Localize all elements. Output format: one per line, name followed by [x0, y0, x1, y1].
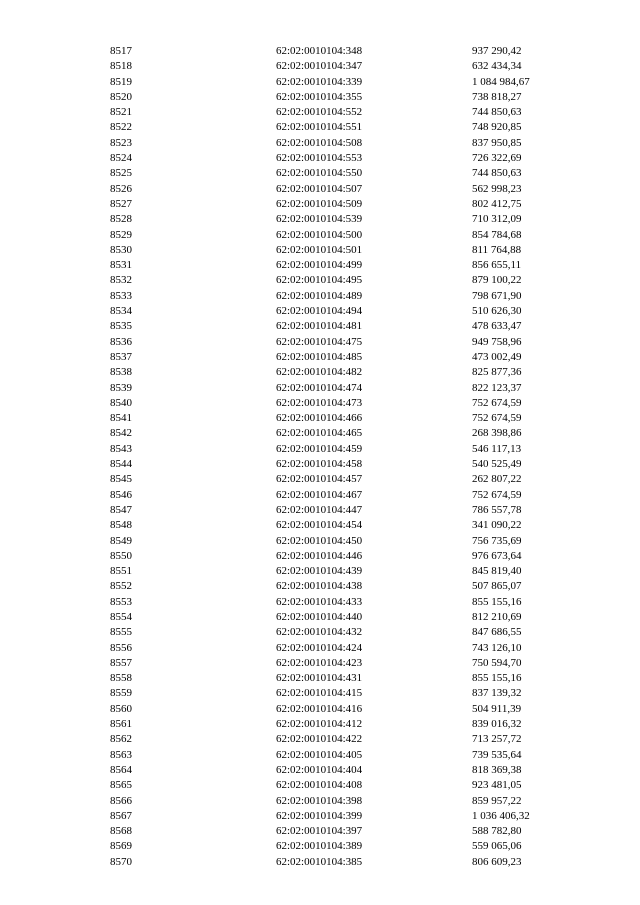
cadastral-value: 478 633,47	[472, 320, 522, 333]
cadastral-value: 750 594,70	[472, 656, 522, 669]
cadastral-value: 507 865,07	[472, 580, 522, 593]
table-row	[0, 702, 640, 717]
row-number: 8544	[110, 458, 132, 471]
table-row	[0, 686, 640, 701]
cadastral-number: 62:02:0010104:412	[276, 718, 363, 731]
table-row	[0, 44, 640, 59]
cadastral-number: 62:02:0010104:454	[276, 519, 363, 532]
cadastral-number: 62:02:0010104:404	[276, 763, 363, 776]
row-number: 8540	[110, 396, 132, 409]
cadastral-value: 837 139,32	[472, 687, 522, 700]
cadastral-number: 62:02:0010104:473	[276, 396, 363, 409]
row-number: 8517	[110, 45, 132, 57]
cadastral-number: 62:02:0010104:482	[276, 366, 363, 379]
table-row	[0, 212, 640, 227]
cadastral-value: 726 322,69	[472, 152, 522, 165]
table-row	[0, 59, 640, 74]
table-row	[0, 794, 640, 809]
cadastral-value: 976 673,64	[472, 549, 522, 562]
table-row	[0, 809, 640, 824]
row-number: 8529	[110, 228, 132, 241]
cadastral-value: 262 807,22	[472, 473, 522, 486]
cadastral-number: 62:02:0010104:466	[276, 412, 363, 425]
row-number: 8559	[110, 687, 132, 700]
table-row	[0, 534, 640, 549]
row-number: 8570	[110, 855, 132, 868]
table-row	[0, 564, 640, 579]
row-number: 8566	[110, 794, 132, 807]
table-row	[0, 75, 640, 90]
row-number: 8533	[110, 289, 132, 302]
cadastral-value: 752 674,59	[472, 488, 522, 501]
row-number: 8569	[110, 840, 132, 853]
cadastral-number: 62:02:0010104:447	[276, 503, 363, 516]
row-number: 8543	[110, 442, 132, 455]
cadastral-number: 62:02:0010104:424	[276, 641, 363, 654]
row-number: 8528	[110, 213, 132, 226]
table-row	[0, 289, 640, 304]
table-row	[0, 90, 640, 105]
cadastral-number: 62:02:0010104:467	[276, 488, 363, 501]
cadastral-number: 62:02:0010104:475	[276, 335, 363, 348]
cadastral-number: 62:02:0010104:495	[276, 274, 363, 287]
table-row	[0, 335, 640, 350]
table-row	[0, 105, 640, 120]
row-number: 8562	[110, 733, 132, 746]
cadastral-value: 802 412,75	[472, 197, 522, 210]
cadastral-value: 822 123,37	[472, 381, 522, 394]
cadastral-number: 62:02:0010104:439	[276, 565, 363, 578]
table-row	[0, 319, 640, 334]
table-row	[0, 411, 640, 426]
table-row	[0, 671, 640, 686]
cadastral-value: 818 369,38	[472, 763, 522, 776]
cadastral-value: 744 850,63	[472, 106, 522, 119]
cadastral-value: 845 819,40	[472, 565, 522, 578]
row-number: 8520	[110, 90, 132, 103]
row-number: 8523	[110, 136, 132, 149]
table-row	[0, 273, 640, 288]
table-row	[0, 166, 640, 181]
row-number: 8549	[110, 534, 132, 547]
table-row	[0, 365, 640, 380]
row-number: 8535	[110, 320, 132, 333]
table-row	[0, 488, 640, 503]
table-row	[0, 839, 640, 854]
row-number: 8553	[110, 595, 132, 608]
table-row	[0, 717, 640, 732]
cadastral-number: 62:02:0010104:389	[276, 840, 363, 853]
cadastral-value: 756 735,69	[472, 534, 522, 547]
row-number: 8537	[110, 350, 132, 363]
table-row	[0, 595, 640, 610]
cadastral-value: 923 481,05	[472, 779, 522, 792]
cadastral-number: 62:02:0010104:489	[276, 289, 363, 302]
row-number: 8561	[110, 718, 132, 731]
cadastral-value: 837 950,85	[472, 136, 522, 149]
cadastral-number: 62:02:0010104:551	[276, 121, 363, 134]
row-number: 8531	[110, 259, 132, 272]
row-number: 8556	[110, 641, 132, 654]
table-row	[0, 457, 640, 472]
row-number: 8530	[110, 243, 132, 256]
row-number: 8546	[110, 488, 132, 501]
cadastral-value: 806 609,23	[472, 855, 522, 868]
table-row	[0, 228, 640, 243]
row-number: 8563	[110, 748, 132, 761]
row-number: 8518	[110, 60, 132, 73]
cadastral-number: 62:02:0010104:500	[276, 228, 363, 241]
cadastral-number: 62:02:0010104:465	[276, 427, 363, 440]
row-number: 8568	[110, 825, 132, 838]
cadastral-value: 949 758,96	[472, 335, 522, 348]
table-row	[0, 732, 640, 747]
cadastral-value: 710 312,09	[472, 213, 522, 226]
table-row	[0, 656, 640, 671]
cadastral-value: 510 626,30	[472, 305, 522, 318]
cadastral-number: 62:02:0010104:485	[276, 350, 363, 363]
cadastral-number: 62:02:0010104:423	[276, 656, 363, 669]
table-row	[0, 136, 640, 151]
cadastral-number: 62:02:0010104:458	[276, 458, 363, 471]
cadastral-number: 62:02:0010104:507	[276, 182, 363, 195]
cadastral-value: 839 016,32	[472, 718, 522, 731]
cadastral-number: 62:02:0010104:398	[276, 794, 363, 807]
row-number: 8550	[110, 549, 132, 562]
cadastral-number: 62:02:0010104:422	[276, 733, 363, 746]
cadastral-value: 473 002,49	[472, 350, 522, 363]
cadastral-number: 62:02:0010104:499	[276, 259, 363, 272]
cadastral-number: 62:02:0010104:440	[276, 610, 363, 623]
cadastral-number: 62:02:0010104:431	[276, 672, 363, 685]
table-row	[0, 258, 640, 273]
cadastral-value: 752 674,59	[472, 396, 522, 409]
cadastral-value: 504 911,39	[472, 702, 522, 715]
table-row	[0, 182, 640, 197]
row-number: 8538	[110, 366, 132, 379]
cadastral-number: 62:02:0010104:494	[276, 305, 363, 318]
table-row	[0, 503, 640, 518]
row-number: 8532	[110, 274, 132, 287]
row-number: 8536	[110, 335, 132, 348]
row-number: 8519	[110, 75, 132, 88]
row-number: 8526	[110, 182, 132, 195]
table-row	[0, 549, 640, 564]
cadastral-number: 62:02:0010104:433	[276, 595, 363, 608]
table-row	[0, 855, 640, 870]
row-number: 8567	[110, 809, 132, 822]
table-row	[0, 120, 640, 135]
data-table	[0, 44, 640, 870]
cadastral-number: 62:02:0010104:459	[276, 442, 363, 455]
cadastral-value: 825 877,36	[472, 366, 522, 379]
cadastral-value: 268 398,86	[472, 427, 522, 440]
cadastral-value: 743 126,10	[472, 641, 522, 654]
cadastral-value: 562 998,23	[472, 182, 522, 195]
row-number: 8525	[110, 167, 132, 180]
cadastral-value: 786 557,78	[472, 503, 522, 516]
row-number: 8547	[110, 503, 132, 516]
row-number: 8527	[110, 197, 132, 210]
cadastral-value: 847 686,55	[472, 626, 522, 639]
cadastral-number: 62:02:0010104:474	[276, 381, 363, 394]
cadastral-value: 812 210,69	[472, 610, 522, 623]
table-row	[0, 426, 640, 441]
cadastral-number: 62:02:0010104:348	[276, 45, 363, 57]
cadastral-number: 62:02:0010104:408	[276, 779, 363, 792]
cadastral-number: 62:02:0010104:553	[276, 152, 363, 165]
cadastral-value: 855 155,16	[472, 595, 522, 608]
table-row	[0, 641, 640, 656]
table-row	[0, 472, 640, 487]
row-number: 8534	[110, 305, 132, 318]
cadastral-value: 588 782,80	[472, 825, 522, 838]
row-number: 8560	[110, 702, 132, 715]
row-number: 8539	[110, 381, 132, 394]
cadastral-number: 62:02:0010104:416	[276, 702, 363, 715]
cadastral-number: 62:02:0010104:339	[276, 75, 363, 88]
cadastral-number: 62:02:0010104:550	[276, 167, 363, 180]
table-row	[0, 151, 640, 166]
cadastral-value: 856 655,11	[472, 259, 522, 272]
cadastral-number: 62:02:0010104:457	[276, 473, 363, 486]
cadastral-number: 62:02:0010104:481	[276, 320, 363, 333]
row-number: 8551	[110, 565, 132, 578]
cadastral-value: 1 084 984,67	[472, 75, 530, 88]
row-number: 8557	[110, 656, 132, 669]
cadastral-value: 341 090,22	[472, 519, 522, 532]
cadastral-number: 62:02:0010104:450	[276, 534, 363, 547]
table-row	[0, 304, 640, 319]
cadastral-value: 632 434,34	[472, 60, 522, 73]
row-number: 8522	[110, 121, 132, 134]
row-number: 8542	[110, 427, 132, 440]
cadastral-number: 62:02:0010104:446	[276, 549, 363, 562]
table-row	[0, 610, 640, 625]
table-row	[0, 824, 640, 839]
cadastral-value: 854 784,68	[472, 228, 522, 241]
cadastral-value: 540 525,49	[472, 458, 522, 471]
table-row	[0, 350, 640, 365]
cadastral-value: 798 671,90	[472, 289, 522, 302]
table-row	[0, 197, 640, 212]
cadastral-number: 62:02:0010104:405	[276, 748, 363, 761]
cadastral-number: 62:02:0010104:415	[276, 687, 363, 700]
cadastral-number: 62:02:0010104:539	[276, 213, 363, 226]
row-number: 8524	[110, 152, 132, 165]
row-number: 8565	[110, 779, 132, 792]
table-row	[0, 396, 640, 411]
cadastral-value: 559 065,06	[472, 840, 522, 853]
table-row	[0, 518, 640, 533]
table-row	[0, 243, 640, 258]
row-number: 8555	[110, 626, 132, 639]
cadastral-value: 859 957,22	[472, 794, 522, 807]
cadastral-value: 738 818,27	[472, 90, 522, 103]
cadastral-number: 62:02:0010104:509	[276, 197, 363, 210]
row-number: 8548	[110, 519, 132, 532]
cadastral-value: 855 155,16	[472, 672, 522, 685]
cadastral-value: 744 850,63	[472, 167, 522, 180]
cadastral-value: 1 036 406,32	[472, 809, 530, 822]
table-row	[0, 579, 640, 594]
cadastral-number: 62:02:0010104:501	[276, 243, 363, 256]
table-row	[0, 442, 640, 457]
table-row	[0, 763, 640, 778]
cadastral-value: 811 764,88	[472, 243, 522, 256]
row-number: 8541	[110, 412, 132, 425]
table-row	[0, 381, 640, 396]
cadastral-value: 937 290,42	[472, 45, 522, 57]
cadastral-number: 62:02:0010104:347	[276, 60, 363, 73]
row-number: 8554	[110, 610, 132, 623]
cadastral-number: 62:02:0010104:355	[276, 90, 363, 103]
cadastral-value: 748 920,85	[472, 121, 522, 134]
cadastral-number: 62:02:0010104:399	[276, 809, 363, 822]
table-row	[0, 625, 640, 640]
cadastral-value: 879 100,22	[472, 274, 522, 287]
cadastral-value: 752 674,59	[472, 412, 522, 425]
cadastral-number: 62:02:0010104:397	[276, 825, 363, 838]
table-row	[0, 778, 640, 793]
cadastral-value: 713 257,72	[472, 733, 522, 746]
cadastral-number: 62:02:0010104:432	[276, 626, 363, 639]
table-row	[0, 748, 640, 763]
row-number: 8564	[110, 763, 132, 776]
cadastral-value: 739 535,64	[472, 748, 522, 761]
cadastral-number: 62:02:0010104:438	[276, 580, 363, 593]
row-number: 8521	[110, 106, 132, 119]
cadastral-value: 546 117,13	[472, 442, 522, 455]
row-number: 8558	[110, 672, 132, 685]
cadastral-number: 62:02:0010104:552	[276, 106, 363, 119]
cadastral-number: 62:02:0010104:385	[276, 855, 363, 868]
row-number: 8552	[110, 580, 132, 593]
row-number: 8545	[110, 473, 132, 486]
cadastral-number: 62:02:0010104:508	[276, 136, 363, 149]
